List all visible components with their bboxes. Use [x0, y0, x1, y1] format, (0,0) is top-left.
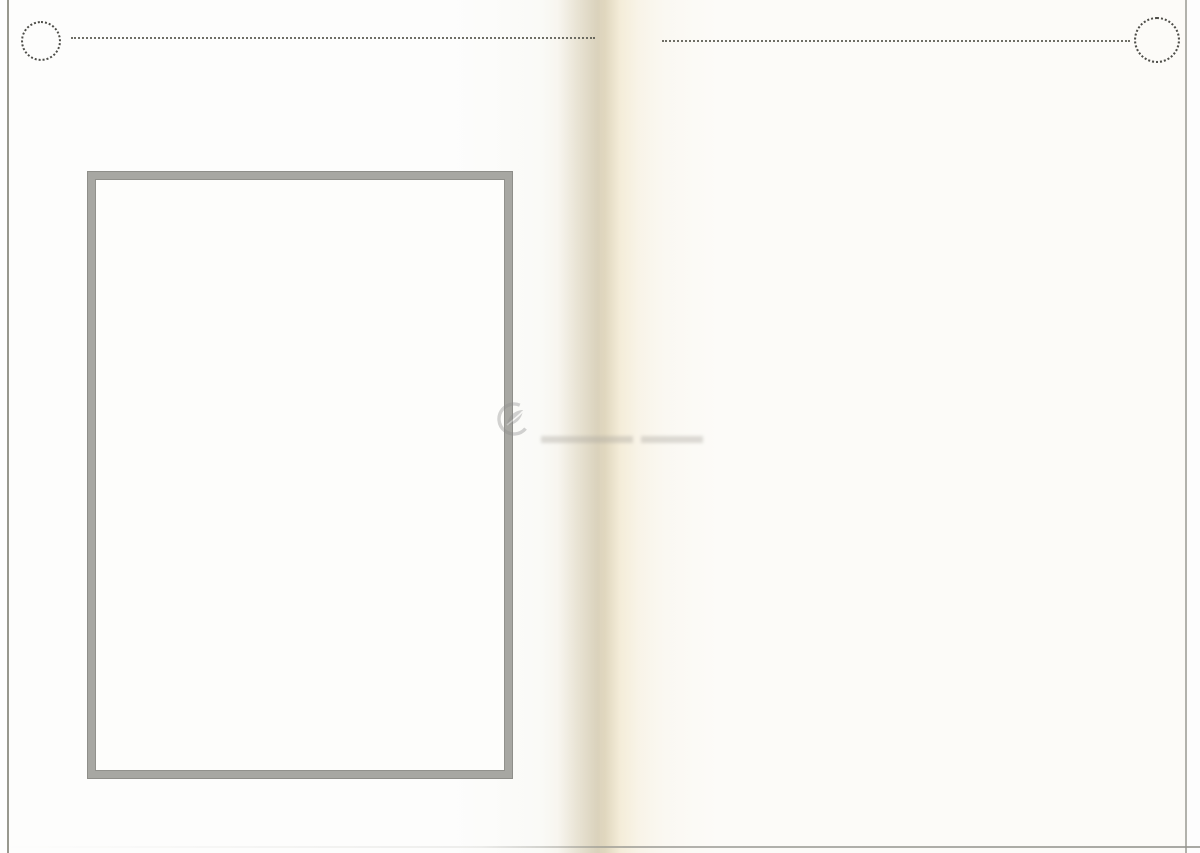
- tree-of-life-diagram: [88, 172, 512, 778]
- scan-margin-right: [1187, 0, 1200, 853]
- page-edge-line-left: [7, 0, 9, 853]
- right-page: [600, 0, 1186, 853]
- tree-of-life-svg: [95, 179, 505, 771]
- page-edge-line-bottom: [0, 846, 1200, 848]
- page-number-badge-left: [21, 21, 61, 61]
- page-number-badge-right: [1134, 17, 1180, 63]
- dotted-rule-right: [662, 40, 1130, 42]
- dotted-rule-left: [71, 37, 595, 39]
- scan-margin-left: [0, 0, 7, 853]
